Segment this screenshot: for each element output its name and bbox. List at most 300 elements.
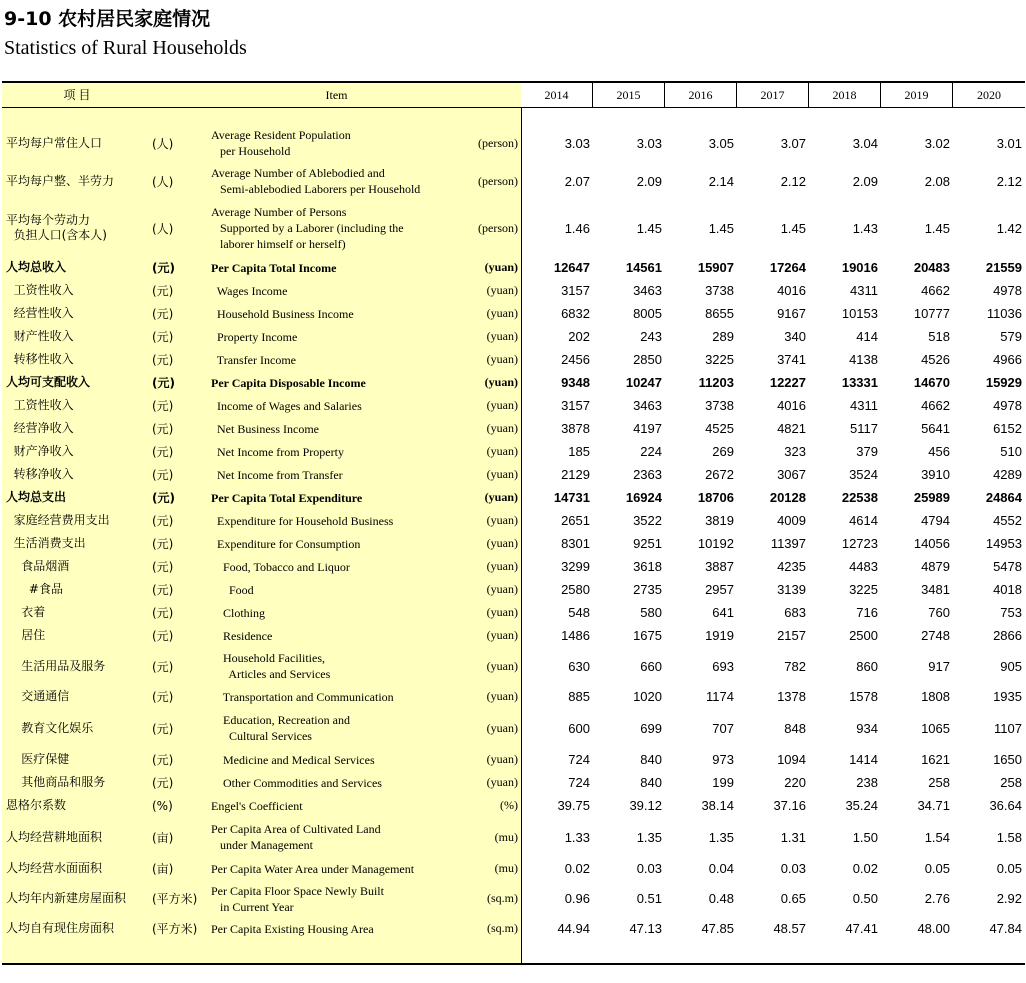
row-label-en: Average Number of Persons Supported by a Laborer (including the laborer himself or herself) xyxy=(211,205,404,251)
value-cell: 1.35 xyxy=(636,829,662,845)
value-cell: 47.41 xyxy=(845,921,878,936)
value-cell: 934 xyxy=(856,720,878,736)
row-label-en: Food xyxy=(211,582,254,597)
row-label-cn: 交通通信 xyxy=(6,689,70,703)
value-cell: 1.35 xyxy=(708,829,734,845)
value-cell: 12723 xyxy=(841,536,878,551)
row-label-en: Net Income from Transfer xyxy=(211,467,343,482)
value-cell: 1107 xyxy=(994,720,1022,736)
value-cell: 4614 xyxy=(849,513,878,528)
value-cell: 3741 xyxy=(777,352,806,367)
value-cell: 39.75 xyxy=(557,798,590,813)
row-unit-cn: (元) xyxy=(152,537,174,551)
value-cell: 17264 xyxy=(769,260,806,275)
value-cell: 0.96 xyxy=(564,891,590,906)
value-cell: 905 xyxy=(1000,658,1022,674)
value-cell: 3.03 xyxy=(564,135,590,151)
row-unit-en: (yuan) xyxy=(486,536,518,550)
header-item-cn: 项 目 xyxy=(2,83,152,107)
value-cell: 3618 xyxy=(633,559,662,574)
row-label-cn: #食品 xyxy=(6,582,63,596)
value-cell: 1.33 xyxy=(564,829,590,845)
value-cell: 4879 xyxy=(921,559,950,574)
row-unit-en: (yuan) xyxy=(486,752,518,766)
value-cell: 243 xyxy=(640,329,662,344)
value-cell: 660 xyxy=(640,658,662,674)
value-cell: 44.94 xyxy=(557,921,590,936)
row-unit-cn: (元) xyxy=(152,307,174,321)
row-label-en: Other Commodities and Services xyxy=(211,775,382,790)
value-cell: 2850 xyxy=(633,352,662,367)
row-unit-en: (yuan) xyxy=(486,628,518,642)
table-row xyxy=(2,624,1025,647)
value-cell: 3819 xyxy=(705,513,734,528)
value-cell: 973 xyxy=(712,752,734,767)
value-cell: 35.24 xyxy=(845,798,878,813)
row-unit-en: (yuan) xyxy=(486,658,518,673)
row-label-cn: 工资性收入 xyxy=(6,398,74,412)
row-unit-cn: (%) xyxy=(152,798,173,813)
row-unit-cn: (元) xyxy=(152,659,174,674)
row-label-cn: 食品烟酒 xyxy=(6,559,70,573)
value-cell: 4018 xyxy=(993,582,1022,597)
row-label-cn: 生活用品及服务 xyxy=(6,658,106,673)
row-unit-cn: (元) xyxy=(152,468,174,482)
row-unit-cn: (平方米) xyxy=(152,892,198,906)
value-cell: 2580 xyxy=(561,582,590,597)
value-cell: 14731 xyxy=(553,490,590,505)
row-unit-en: (yuan) xyxy=(486,559,518,573)
row-label-cn: 恩格尔系数 xyxy=(6,798,67,812)
value-cell: 199 xyxy=(712,775,734,790)
row-label-cn: 家庭经营费用支出 xyxy=(6,513,110,527)
table-row xyxy=(2,708,1025,748)
value-cell: 12647 xyxy=(553,260,590,275)
row-label-en: Per Capita Total Income xyxy=(211,260,337,275)
row-unit-en: (yuan) xyxy=(486,398,518,412)
row-unit-en: (yuan) xyxy=(486,306,518,320)
row-unit-cn: (元) xyxy=(152,376,175,390)
value-cell: 3157 xyxy=(561,283,590,298)
row-unit-cn: (元) xyxy=(152,753,174,767)
row-label-en: Transfer Income xyxy=(211,352,296,367)
value-cell: 2672 xyxy=(705,467,734,482)
value-cell: 238 xyxy=(856,775,878,790)
value-cell: 600 xyxy=(568,720,590,736)
row-label-cn: 转移性收入 xyxy=(6,352,74,366)
header-year-2016: 2016 xyxy=(665,83,737,107)
row-unit-en: (%) xyxy=(500,798,518,812)
value-cell: 724 xyxy=(568,775,590,790)
value-cell: 9167 xyxy=(777,306,806,321)
row-label-en: Food, Tobacco and Liquor xyxy=(211,559,350,574)
table-row xyxy=(2,348,1025,371)
table-row xyxy=(2,509,1025,532)
value-cell: 1.45 xyxy=(780,220,806,236)
value-cell: 456 xyxy=(928,444,950,459)
row-unit-cn: (元) xyxy=(152,330,174,344)
value-cell: 0.04 xyxy=(708,861,734,876)
value-cell: 2.76 xyxy=(924,891,950,906)
row-label-en: Engel's Coefficient xyxy=(211,798,303,813)
value-cell: 1.50 xyxy=(852,829,878,845)
row-label-cn: 教育文化娱乐 xyxy=(6,720,94,735)
row-label-cn: 经营性收入 xyxy=(6,306,74,320)
value-cell: 1.43 xyxy=(852,220,878,236)
value-cell: 8005 xyxy=(633,306,662,321)
statistics-table xyxy=(2,81,1025,965)
value-cell: 3463 xyxy=(633,398,662,413)
value-cell: 2.12 xyxy=(996,173,1022,189)
row-unit-en: (sq.m) xyxy=(487,891,518,905)
value-cell: 48.00 xyxy=(917,921,950,936)
table-row xyxy=(2,463,1025,486)
row-label-cn: 人均总收入 xyxy=(6,260,67,274)
row-label-cn: 平均每户整、半劳力 xyxy=(6,173,115,188)
row-label-en: Expenditure for Household Business xyxy=(211,513,394,528)
row-unit-cn: (元) xyxy=(152,776,174,790)
value-cell: 707 xyxy=(712,720,734,736)
value-cell: 0.02 xyxy=(852,861,878,876)
value-cell: 5117 xyxy=(850,421,878,436)
value-cell: 47.84 xyxy=(989,921,1022,936)
value-cell: 548 xyxy=(568,605,590,620)
value-cell: 2651 xyxy=(561,513,590,528)
table-row xyxy=(2,857,1025,880)
value-cell: 3139 xyxy=(777,582,806,597)
value-cell: 4235 xyxy=(777,559,806,574)
header-year-2014: 2014 xyxy=(521,83,593,107)
value-cell: 2.14 xyxy=(708,173,734,189)
header-item-en: Item xyxy=(152,83,521,107)
value-cell: 4794 xyxy=(921,513,950,528)
value-cell: 258 xyxy=(1000,775,1022,790)
value-cell: 699 xyxy=(640,720,662,736)
value-cell: 18706 xyxy=(697,490,734,505)
value-cell: 1020 xyxy=(633,689,662,704)
value-cell: 3157 xyxy=(561,398,590,413)
row-unit-en: (yuan) xyxy=(484,375,518,389)
value-cell: 4662 xyxy=(921,283,950,298)
row-unit-cn: (元) xyxy=(152,284,174,298)
row-unit-en: (yuan) xyxy=(486,352,518,366)
value-cell: 1.46 xyxy=(564,220,590,236)
header-year-2020: 2020 xyxy=(953,83,1025,107)
value-cell: 2748 xyxy=(921,628,950,643)
table-row xyxy=(2,555,1025,578)
value-cell: 0.02 xyxy=(564,861,590,876)
value-cell: 4821 xyxy=(777,421,806,436)
row-label-en: Wages Income xyxy=(211,283,288,298)
value-cell: 2866 xyxy=(993,628,1022,643)
value-cell: 840 xyxy=(640,752,662,767)
row-unit-cn: (元) xyxy=(152,606,174,620)
value-cell: 3738 xyxy=(705,398,734,413)
row-label-cn: 工资性收入 xyxy=(6,283,74,297)
table-header-row xyxy=(2,83,1025,108)
row-label-cn: 生活消费支出 xyxy=(6,536,86,550)
row-unit-cn: (亩) xyxy=(152,830,174,845)
value-cell: 716 xyxy=(856,605,878,620)
row-label-en: Average Resident Population per Household xyxy=(211,128,351,158)
value-cell: 1.45 xyxy=(924,220,950,236)
row-label-cn: 人均自有现住房面积 xyxy=(6,921,115,935)
row-label-cn: 人均可支配收入 xyxy=(6,375,91,389)
value-cell: 269 xyxy=(712,444,734,459)
value-cell: 4978 xyxy=(993,398,1022,413)
row-unit-en: (yuan) xyxy=(486,467,518,481)
value-cell: 848 xyxy=(784,720,806,736)
value-cell: 1174 xyxy=(706,689,734,704)
value-cell: 15929 xyxy=(985,375,1022,390)
value-cell: 840 xyxy=(640,775,662,790)
value-cell: 11203 xyxy=(698,375,734,390)
value-cell: 753 xyxy=(1000,605,1022,620)
value-cell: 220 xyxy=(784,775,806,790)
value-cell: 518 xyxy=(928,329,950,344)
value-cell: 8301 xyxy=(561,536,590,551)
row-unit-cn: (元) xyxy=(152,399,174,413)
row-label-en: Average Number of Ablebodied and Semi-ablebodied Laborers per Household xyxy=(211,166,421,196)
value-cell: 10247 xyxy=(625,375,662,390)
value-cell: 12227 xyxy=(769,375,806,390)
row-label-en: Per Capita Water Area under Management xyxy=(211,861,415,876)
row-label-en: Residence xyxy=(211,628,273,643)
value-cell: 3910 xyxy=(921,467,950,482)
row-unit-cn: (元) xyxy=(152,491,175,505)
table-row xyxy=(2,371,1025,394)
value-cell: 3522 xyxy=(633,513,662,528)
value-cell: 14561 xyxy=(625,260,662,275)
header-year-2019: 2019 xyxy=(881,83,953,107)
value-cell: 34.71 xyxy=(917,798,950,813)
value-cell: 24864 xyxy=(985,490,1022,505)
value-cell: 9348 xyxy=(561,375,590,390)
value-cell: 25989 xyxy=(913,490,950,505)
value-cell: 4552 xyxy=(993,513,1022,528)
table-row xyxy=(2,917,1025,940)
row-label-en: Per Capita Total Expenditure xyxy=(211,490,363,505)
row-label-en: Household Facilities, Articles and Services xyxy=(223,651,331,681)
value-cell: 48.57 xyxy=(773,921,806,936)
row-label-en: Per Capita Disposable Income xyxy=(211,375,366,390)
value-cell: 14056 xyxy=(913,536,950,551)
value-cell: 1.45 xyxy=(708,220,734,236)
value-cell: 4311 xyxy=(850,398,878,413)
row-unit-cn: (平方米) xyxy=(152,922,198,936)
value-cell: 3463 xyxy=(633,283,662,298)
value-cell: 724 xyxy=(568,752,590,767)
row-label-cn: 人均经营耕地面积 xyxy=(6,829,103,844)
row-label-en: Per Capita Existing Housing Area xyxy=(211,921,374,936)
value-cell: 16924 xyxy=(625,490,662,505)
table-row xyxy=(2,601,1025,624)
value-cell: 683 xyxy=(784,605,806,620)
value-cell: 4289 xyxy=(993,467,1022,482)
value-cell: 782 xyxy=(784,658,806,674)
table-row xyxy=(2,748,1025,771)
row-unit-en: (person) xyxy=(478,220,518,235)
value-cell: 1578 xyxy=(849,689,878,704)
value-cell: 4197 xyxy=(633,421,662,436)
row-unit-en: (yuan) xyxy=(486,775,518,789)
value-cell: 1808 xyxy=(921,689,950,704)
row-label-en: Net Income from Property xyxy=(211,444,344,459)
value-cell: 0.48 xyxy=(708,891,734,906)
value-cell: 14670 xyxy=(913,375,950,390)
value-cell: 1919 xyxy=(705,628,734,643)
value-cell: 2129 xyxy=(561,467,590,482)
value-cell: 2456 xyxy=(561,352,590,367)
value-cell: 1414 xyxy=(849,752,878,767)
row-unit-en: (mu) xyxy=(494,861,518,875)
value-cell: 202 xyxy=(568,329,590,344)
header-year-2015: 2015 xyxy=(593,83,665,107)
value-cell: 0.51 xyxy=(636,891,662,906)
value-cell: 1675 xyxy=(633,628,662,643)
value-cell: 22538 xyxy=(841,490,878,505)
value-cell: 3878 xyxy=(561,421,590,436)
row-unit-en: (yuan) xyxy=(486,329,518,343)
row-unit-en: (yuan) xyxy=(486,605,518,619)
row-unit-cn: (元) xyxy=(152,261,175,275)
value-cell: 4016 xyxy=(777,398,806,413)
value-cell: 6152 xyxy=(993,421,1022,436)
value-cell: 0.05 xyxy=(996,861,1022,876)
row-label-en: Income of Wages and Salaries xyxy=(211,398,362,413)
value-cell: 19016 xyxy=(841,260,878,275)
value-cell: 580 xyxy=(640,605,662,620)
value-cell: 1650 xyxy=(993,752,1022,767)
value-cell: 9251 xyxy=(633,536,662,551)
row-label-cn: 衣着 xyxy=(6,605,46,619)
value-cell: 3.02 xyxy=(924,135,950,151)
row-label-cn: 人均总支出 xyxy=(6,490,67,504)
value-cell: 1.45 xyxy=(636,220,662,236)
table-row xyxy=(2,417,1025,440)
value-cell: 4525 xyxy=(705,421,734,436)
value-cell: 0.05 xyxy=(924,861,950,876)
table-row xyxy=(2,880,1025,917)
table-row xyxy=(2,771,1025,794)
value-cell: 2.08 xyxy=(924,173,950,189)
value-cell: 3738 xyxy=(705,283,734,298)
table-row xyxy=(2,647,1025,685)
value-cell: 11397 xyxy=(770,536,806,551)
value-cell: 4978 xyxy=(993,283,1022,298)
row-label-en: Property Income xyxy=(211,329,298,344)
value-cell: 47.85 xyxy=(701,921,734,936)
value-cell: 37.16 xyxy=(773,798,806,813)
row-unit-cn: (元) xyxy=(152,690,174,704)
value-cell: 5641 xyxy=(921,421,950,436)
row-unit-en: (yuan) xyxy=(486,421,518,435)
value-cell: 1094 xyxy=(777,752,806,767)
value-cell: 3.05 xyxy=(708,135,734,151)
row-label-cn: 医疗保健 xyxy=(6,752,70,766)
row-unit-en: (mu) xyxy=(494,829,518,844)
row-label-en: Medicine and Medical Services xyxy=(211,752,375,767)
value-cell: 0.03 xyxy=(636,861,662,876)
value-cell: 4016 xyxy=(777,283,806,298)
row-unit-cn: (元) xyxy=(152,422,174,436)
row-unit-cn: (元) xyxy=(152,583,174,597)
value-cell: 510 xyxy=(1000,444,1022,459)
table-row xyxy=(2,256,1025,279)
value-cell: 3887 xyxy=(705,559,734,574)
value-cell: 860 xyxy=(856,658,878,674)
row-label-cn: 居住 xyxy=(6,628,46,642)
value-cell: 630 xyxy=(568,658,590,674)
value-cell: 1065 xyxy=(921,720,950,736)
value-cell: 2363 xyxy=(633,467,662,482)
value-cell: 39.12 xyxy=(629,798,662,813)
page-title-chinese: 9-10 农村居民家庭情况 xyxy=(4,8,211,30)
row-unit-cn: (元) xyxy=(152,560,174,574)
value-cell: 0.65 xyxy=(780,891,806,906)
value-cell: 693 xyxy=(712,658,734,674)
value-cell: 2.92 xyxy=(996,891,1022,906)
row-unit-en: (yuan) xyxy=(484,490,518,504)
value-cell: 1621 xyxy=(921,752,950,767)
value-cell: 917 xyxy=(928,658,950,674)
row-unit-en: (sq.m) xyxy=(487,921,518,935)
row-label-cn: 经营净收入 xyxy=(6,421,74,435)
page-title-english: Statistics of Rural Households xyxy=(4,37,247,59)
row-unit-cn: (元) xyxy=(152,353,174,367)
value-cell: 4138 xyxy=(849,352,878,367)
value-cell: 8655 xyxy=(705,306,734,321)
row-unit-cn: (元) xyxy=(152,445,174,459)
value-cell: 1.31 xyxy=(780,829,806,845)
value-cell: 1378 xyxy=(777,689,806,704)
row-label-cn: 其他商品和服务 xyxy=(6,775,106,789)
row-unit-en: (person) xyxy=(478,135,518,150)
value-cell: 4009 xyxy=(777,513,806,528)
row-unit-en: (yuan) xyxy=(486,444,518,458)
table-row xyxy=(2,578,1025,601)
table-row xyxy=(2,279,1025,302)
value-cell: 1.54 xyxy=(924,829,950,845)
value-cell: 47.13 xyxy=(629,921,662,936)
value-cell: 185 xyxy=(568,444,590,459)
value-cell: 38.14 xyxy=(701,798,734,813)
value-cell: 13331 xyxy=(841,375,878,390)
value-cell: 760 xyxy=(928,605,950,620)
value-cell: 20128 xyxy=(769,490,806,505)
value-cell: 2.07 xyxy=(564,173,590,189)
table-row xyxy=(2,394,1025,417)
row-label-en: Net Business Income xyxy=(211,421,319,436)
row-label-en: Expenditure for Consumption xyxy=(211,536,361,551)
value-cell: 0.50 xyxy=(852,891,878,906)
row-label-cn: 人均经营水面面积 xyxy=(6,861,103,875)
table-row xyxy=(2,302,1025,325)
row-unit-cn: (亩) xyxy=(152,862,174,876)
row-label-cn: 平均每个劳动力 负担人口(含本人) xyxy=(6,213,107,242)
value-cell: 579 xyxy=(1000,329,1022,344)
table-row xyxy=(2,532,1025,555)
row-label-cn: 转移净收入 xyxy=(6,467,74,481)
value-cell: 3299 xyxy=(561,559,590,574)
value-cell: 0.03 xyxy=(780,861,806,876)
value-cell: 4966 xyxy=(993,352,1022,367)
value-cell: 36.64 xyxy=(989,798,1022,813)
table-row xyxy=(2,325,1025,348)
row-unit-cn: (人) xyxy=(152,221,174,236)
value-cell: 641 xyxy=(712,605,734,620)
value-cell: 2.12 xyxy=(780,173,806,189)
